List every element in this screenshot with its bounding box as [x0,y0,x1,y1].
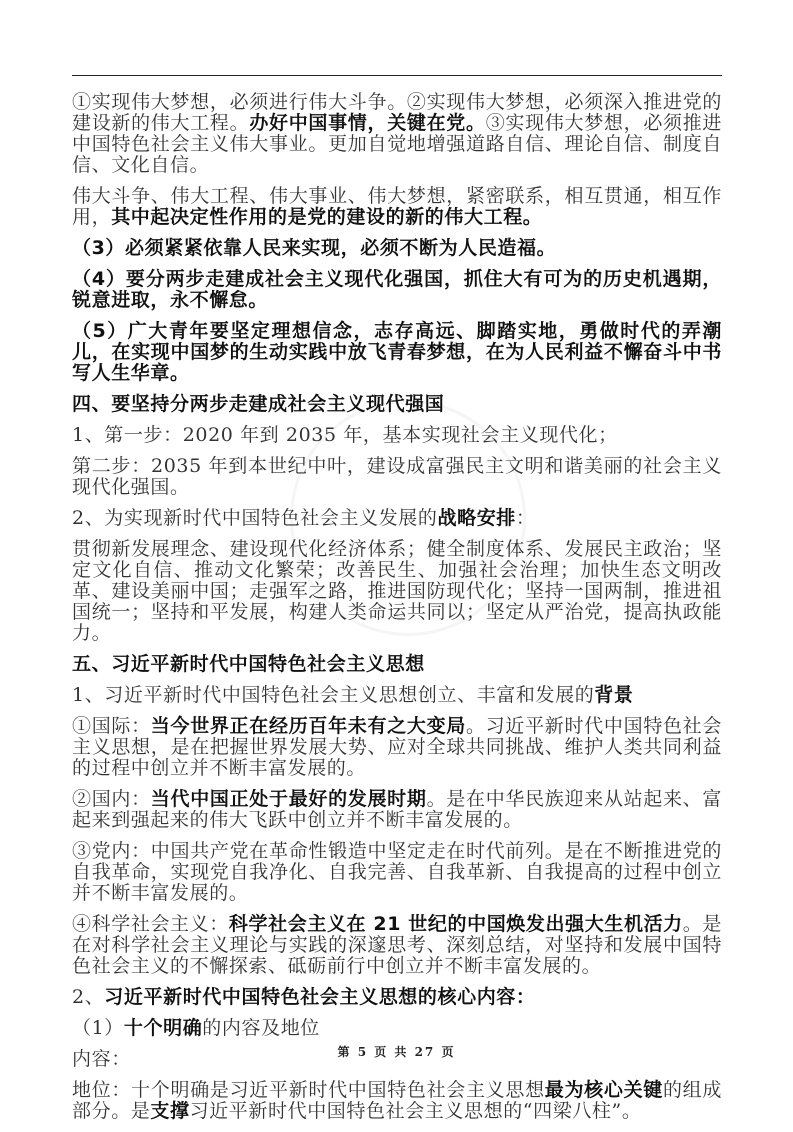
text: 地位：十个明确是习近平新时代中国特色社会主义思想 [72,1079,545,1101]
text: 1、习近平新时代中国特色社会主义思想创立、丰富和发展的 [72,684,595,706]
text: 。是在对科学社会主义理论与实践的深邃思考、深刻总结，对坚持和发展中国特色社会主义的不懈探索、砥砺前行中创立并不断丰富发展的。 [72,913,723,977]
paragraph [72,456,722,498]
bold-text: 四、要坚持分两步走建成社会主义现代强国 [72,393,445,415]
text: 的内容及地位 [202,1017,320,1039]
heading-paragraph [72,269,722,311]
text: 1、第一步：2020 年到 2035 年，基本实现社会主义现代化； [72,424,618,446]
paragraph [72,914,722,977]
text: ①国际： [72,715,151,737]
paragraph [72,685,722,706]
heading-paragraph [72,394,722,415]
bold-text: 五、习近平新时代中国特色社会主义思想 [72,653,425,675]
bold-text: 十个明确 [123,1017,203,1039]
bold-text: 习近平新时代中国特色社会主义思想的核心内容： [104,986,536,1008]
bold-text: 支撑 [150,1100,190,1122]
heading-paragraph [72,238,722,259]
text: 。习近平新时代中国特色社会主义思想，是在把握世界发展大势、应对全球共同挑战、维护人类共同利益的过程中创立并不断丰富发展的。 [72,715,722,779]
bold-text: 背景 [594,684,634,706]
text: 的组成部分。是 [72,1079,722,1122]
text: 。是在中华民族迎来从站起来、富起来到强起来的伟大飞跃中创立并不断丰富发展的。 [72,788,722,831]
bold-text: 其中起决定性作用的是党的建设的新的伟大工程。 [111,206,543,228]
paragraph [72,987,722,1008]
bold-text: 当代中国正处于最好的发展时期 [150,788,427,810]
text: ： [515,507,536,529]
heading-paragraph [72,654,722,675]
paragraph [72,841,722,904]
text: 伟大斗争、伟大工程、伟大事业、伟大梦想，紧密联系，相互贯通，相互作用， [72,185,722,228]
paragraph [72,539,722,644]
paragraph [72,716,722,779]
header-rule [72,75,722,76]
text: ③党内：中国共产党在革命性锻造中坚定走在时代前列。是在不断推进党的自我革命，实现党自我净化、自我完善、自我革新、自我提高的过程中创立并不断丰富发展的。 [72,840,722,904]
page-footer: 第 5 页 共 27 页 [337,1045,456,1059]
text: ③实现伟大梦想，必须推进中国特色社会主义伟大事业。更加自觉地增强道路自信、理论自信、制度自信、文化自信。 [72,112,723,176]
paragraph [72,1080,722,1122]
bold-text: 办好中国事情，关键在党。 [249,112,486,134]
bold-text: 当今世界正在经历百年未有之大变局 [150,715,466,737]
bold-text: （4）要分两步走建成社会主义现代化强国，抓住大有可为的历史机遇期，锐意进取，永不懈怠。 [72,268,722,311]
bold-text: 战略安排 [437,507,516,529]
text: 2、为实现新时代中国特色社会主义发展的 [72,507,438,529]
text: ④科学社会主义： [72,913,229,935]
text: 内容： [72,1048,131,1070]
paragraph [72,508,722,529]
paragraph [72,92,722,176]
text: 贯彻新发展理念、建设现代化经济体系；健全制度体系、发展民主政治；坚定文化自信、推动文化繁荣；改善民生、加强社会治理；加快生态文明改革、建设美丽中国；走强军之路，推进国防现代化；坚持一国两制，推进祖国统一；坚持和平发展，构建人类命运共同以；坚定从严治党，提高执政能力。 [72,538,722,644]
bold-text: （3）必须紧紧依靠人民来实现，必须不断为人民造福。 [72,237,557,259]
text: 习近平新时代中国特色社会主义思想的“四梁八柱”。 [189,1100,642,1122]
paragraph [72,425,722,446]
heading-paragraph [72,321,722,384]
bold-text: （5）广大青年要坚定理想信念，志存高远、脚踏实地，勇做时代的弄潮儿，在实现中国梦的生动实践中放飞青春梦想，在为人民利益不懈奋斗中书写人生华章。 [72,320,722,384]
paragraph [72,1018,722,1039]
document-body [72,92,722,1132]
text: 第二步：2035 年到本世纪中叶，建设成富强民主文明和谐美丽的社会主义现代化强国。 [72,455,722,498]
text: 2、 [72,986,105,1008]
paragraph [72,789,722,831]
bold-text: 科学社会主义在 21 世纪的中国焕发出强大生机活力 [228,913,683,935]
text: （1） [72,1017,124,1039]
bold-text: 最为核心关键 [544,1079,663,1101]
text: ②国内： [72,788,151,810]
paragraph [72,186,722,228]
text: ①实现伟大梦想，必须进行伟大斗争。②实现伟大梦想，必须深入推进党的建设新的伟大工程。 [72,91,722,134]
